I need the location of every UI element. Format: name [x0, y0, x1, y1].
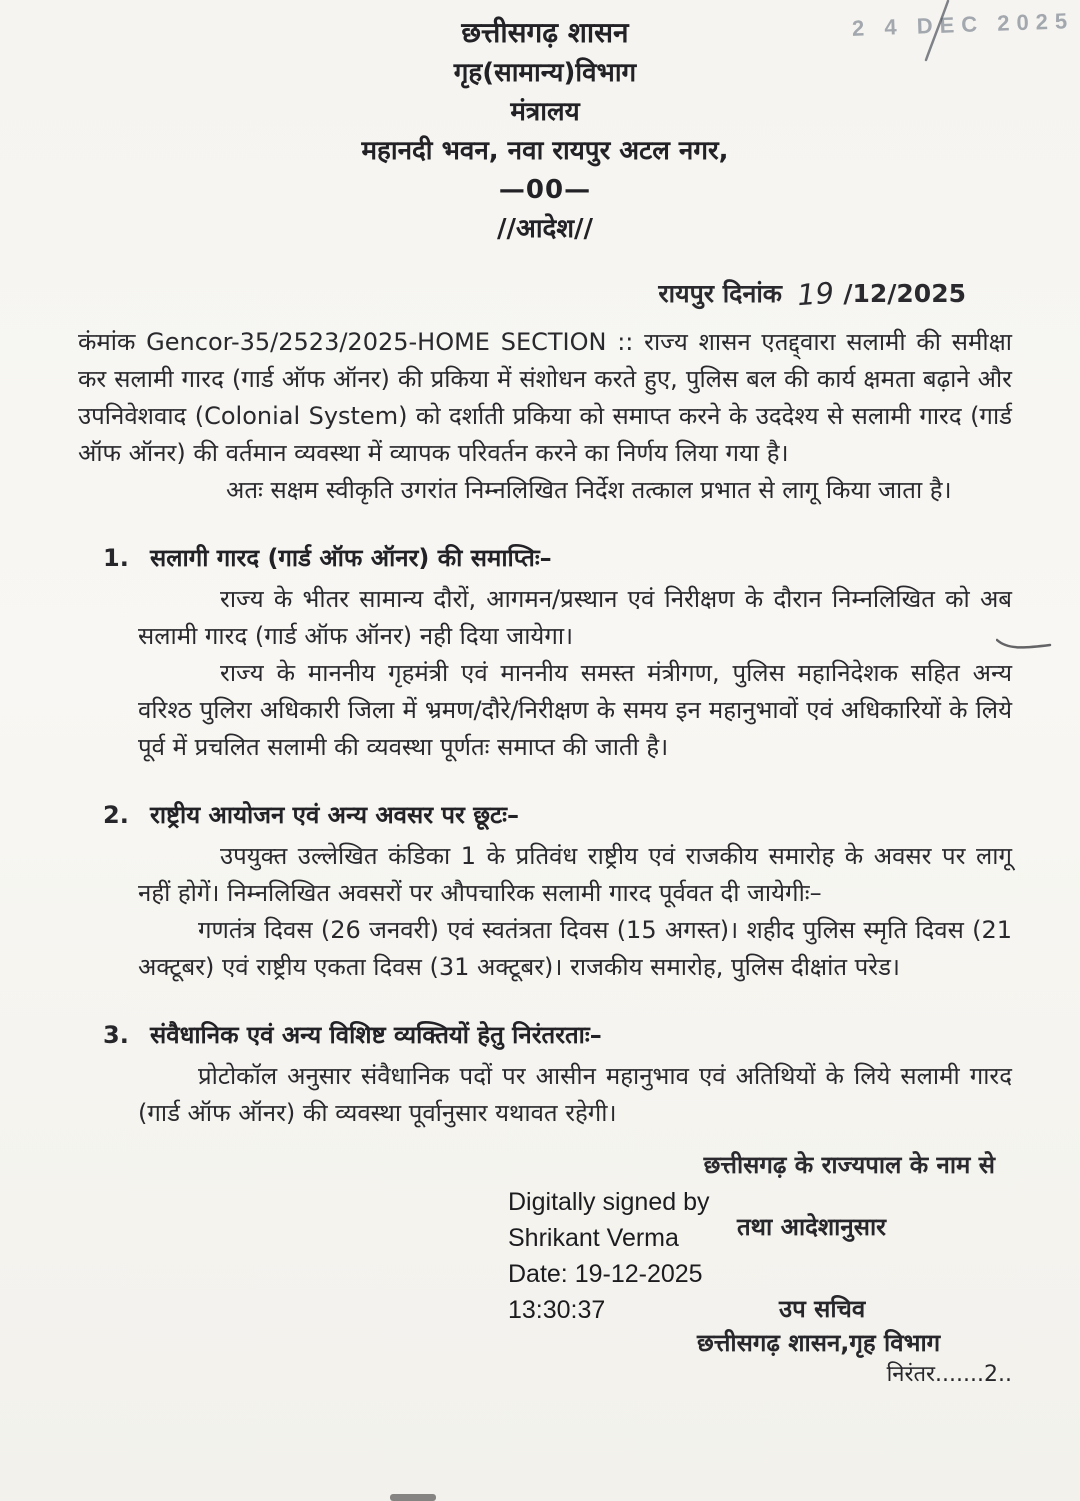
received-date-stamp: 2 4 DEC 2025: [851, 8, 1075, 41]
place-date-line: [78, 275, 1012, 313]
order-item-1: [78, 539, 1012, 766]
item-2-number: 2.: [103, 801, 129, 829]
order-item-3: [78, 1016, 1012, 1132]
on-behalf-line: छत्तीसगढ़ के राज्यपाल के नाम से: [703, 1151, 995, 1179]
department-name: गृह(सामान्य)विभाग: [453, 58, 637, 88]
document-content: [78, 12, 1012, 1400]
item-1-number: 1.: [103, 544, 129, 572]
ministry-name: मंत्रालय: [510, 97, 580, 127]
page-continuation-note: निरंतर.......2..: [886, 1362, 1012, 1387]
order-title: //आदेश//: [496, 214, 594, 244]
signatory-department: छत्तीसगढ़ शासन,गृह विभाग: [697, 1329, 941, 1357]
scan-artifact: [390, 1494, 436, 1501]
item-3-body: [138, 1016, 1012, 1132]
document-header: [78, 12, 1012, 249]
by-order-line: तथा आदेशानुसार: [737, 1213, 886, 1241]
order-item-2: [78, 796, 1012, 986]
order-items: [78, 539, 1012, 1132]
item-2-body: [138, 796, 1012, 986]
item-1-body: [138, 539, 1012, 766]
item-2-para-1: उपयुक्त उल्लेखित कंडिका 1 के प्रतिवंध राष्ट्रीय एवं राजकीय समारोह के अवसर पर लागू नहीं होगें। निम्नलिखित अवसरों पर औपचारिक सलामी गारद पूर्ववत दी जायेगीः–: [138, 842, 1012, 907]
item-3-number: 3.: [103, 1021, 129, 1049]
item-2-para-2: गणतंत्र दिवस (26 जनवरी) एवं स्वतंत्रता दिवस (15 अगस्त)। शहीद पुलिस स्मृति दिवस (21 अक्टूबर) एवं राष्ट्रीय एकता दिवस (31 अक्टूबर)। राजकीय समारोह, पुलिस दीक्षांत परेड।: [138, 916, 1012, 981]
pen-underline-icon: [996, 634, 1052, 654]
header-divider: —00—: [498, 175, 592, 205]
handwritten-day: 19: [795, 275, 835, 313]
signature-area: [78, 1148, 1012, 1400]
item-1-para-1: राज्य के भीतर सामान्य दौरों, आगमन/प्रस्थान एवं निरीक्षण के दौरान निम्नलिखित को अब सलामी गारद (गार्ड ऑफ ऑनर) नही दिया जायेगा।: [138, 585, 1012, 650]
government-name: छत्तीसगढ़ शासन: [461, 16, 629, 49]
digital-sig-line-1: Digitally signed by: [508, 1188, 710, 1216]
digital-sig-time: 13:30:37: [508, 1296, 606, 1324]
item-1-heading: सलागी गारद (गार्ड ऑफ ऑनर) की समाप्तिः–: [150, 544, 552, 572]
digital-signature-block: [508, 1184, 710, 1328]
item-3-heading: संवैधानिक एवं अन्य विशिष्ट व्यक्तियों हेतु निरंतरताः–: [150, 1021, 602, 1049]
intro-paragraph: कंमांक Gencor-35/2523/2025-HOME SECTION :: राज्य शासन एतद्द्वारा सलामी की समीक्षा कर सलामी गारद (गार्ड ऑफ ऑनर) की प्रकिया में संशोधन करते हुए, पुलिस बल की कार्य क्षमता बढ़ाने और उपनिवेशवाद (Colonial System) को दर्शाती प्रकिया को समाप्त करने के उददेश्य से सलामी गारद (गार्ड ऑफ ऑनर) की वर्तमान व्यवस्था में व्यापक परिवर्तन करने का निर्णय लिया गया है।: [78, 328, 1012, 467]
item-1-para-2: राज्य के माननीय गृहमंत्री एवं माननीय समस्त मंत्रीगण, पुलिस महानिदेशक सहित अन्य वरिश्ठ पुलिरा अधिकारी जिला में भ्रमण/दौरे/निरीक्षण के समय इन महानुभावों एवं अधिकारियों के लिये पूर्व में प्रचलित सलामी की व्यवस्था पूर्णतः समाप्त की जाती है।: [138, 659, 1012, 761]
address-line: महानदी भवन, नवा रायपुर अटल नगर,: [361, 136, 729, 166]
date-month-year: /12/2025: [843, 279, 966, 308]
item-2-heading: राष्ट्रीय आयोजन एवं अन्य अवसर पर छूटः–: [150, 801, 519, 829]
digital-sig-name: Shrikant Verma: [508, 1224, 679, 1252]
item-3-para-1: प्रोटोकॉल अनुसार संवैधानिक पदों पर आसीन महानुभाव एवं अतिथियों के लिये सलामी गारद (गार्ड ऑफ ऑनर) की व्यवस्था पूर्वानुसार यथावत रहेगी।: [138, 1062, 1012, 1127]
signatory-designation: उप सचिव: [779, 1295, 866, 1323]
digital-sig-date: Date: 19-12-2025: [508, 1260, 703, 1288]
place-date-prefix: रायपुर दिनांक: [658, 279, 783, 308]
directive-paragraph: अतः सक्षम स्वीकृति उगरांत निम्नलिखित निर्देश तत्काल प्रभात से लागू किया जाता है।: [226, 476, 952, 504]
